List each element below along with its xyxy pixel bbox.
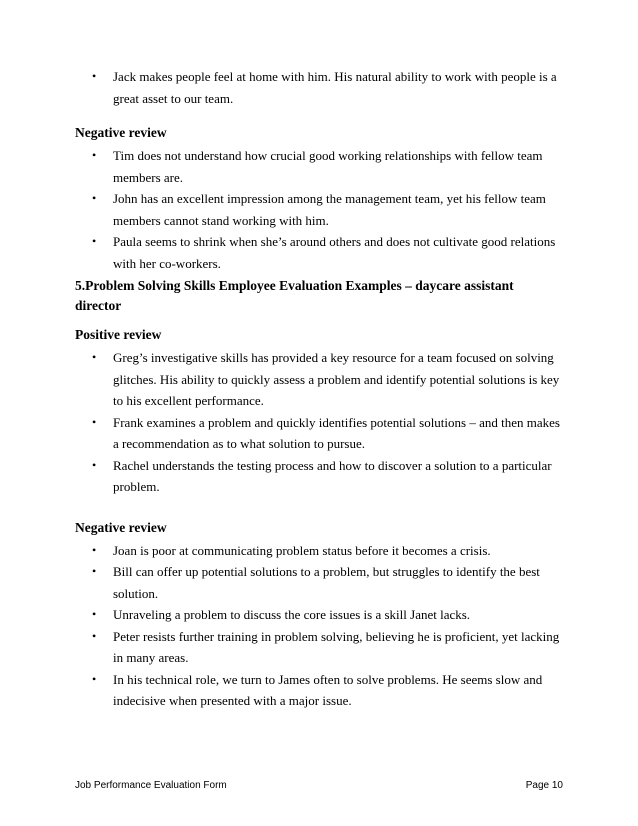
bullet-icon: • [92, 191, 97, 205]
intro-list [75, 66, 561, 109]
list-item [75, 412, 561, 455]
list-item [75, 66, 561, 109]
list-item-text: Frank examines a problem and quickly identifies potential solutions – and then makes a recommendation as to what solution to pursue. [113, 414, 560, 451]
bullet-icon: • [92, 542, 97, 557]
list-item-text: John has an excellent impression among the management team, yet his fellow team members cannot stand working with him. [113, 191, 546, 228]
list-item [75, 669, 561, 712]
footer-title: Job Performance Evaluation Form [75, 780, 227, 791]
list-item [75, 188, 561, 231]
positive-review-list [75, 347, 561, 498]
list-item [75, 231, 561, 274]
list-item-text: Rachel understands the testing process and how to discover a solution to a particular problem. [113, 457, 552, 494]
bullet-icon: • [92, 607, 97, 621]
list-item-text: Peter resists further training in problem solving, believing he is proficient, yet lacking in many areas. [113, 628, 560, 665]
list-item [75, 145, 561, 188]
list-item-text: Jack makes people feel at home with him. His natural ability to work with people is a great asset to our team. [113, 69, 557, 106]
negative-review-list [75, 540, 561, 712]
negative-review-list [75, 145, 561, 274]
positive-review-heading: Positive review [75, 327, 162, 342]
bullet-icon: • [92, 69, 97, 83]
list-item-text: Bill can offer up potential solutions to a problem, but struggles to identify the best solution. [113, 564, 540, 601]
bullet-icon: • [92, 350, 97, 364]
bullet-icon: • [92, 564, 97, 578]
list-item-text: Paula seems to shrink when she’s around others and does not cultivate good relations with her co-workers. [113, 234, 556, 271]
bullet-icon: • [92, 671, 97, 686]
list-item-text: Unraveling a problem to discuss the core issues is a skill Janet lacks. [113, 607, 471, 622]
list-item-text: Tim does not understand how crucial good working relationships with fellow team members are. [113, 148, 543, 185]
list-item [75, 604, 561, 626]
negative-review-heading: Negative review [75, 125, 167, 140]
bullet-icon: • [92, 148, 97, 162]
list-item [75, 561, 561, 604]
list-item-text: Greg’s investigative skills has provided a key resource for a team focused on solving glitches. His ability to quickly assess a problem and identify potential solutions is key to his excellent performance. [113, 350, 560, 408]
bullet-icon: • [92, 628, 97, 643]
bullet-icon: • [92, 234, 97, 248]
page-number: Page 10 [525, 780, 563, 791]
list-item-text: In his technical role, we turn to James often to solve problems. He seems slow and indecisive when presented with a major issue. [113, 671, 543, 708]
list-item [75, 347, 561, 412]
bullet-icon: • [92, 414, 97, 429]
list-item [75, 626, 561, 669]
document-body [75, 66, 561, 712]
list-item-text: Joan is poor at communicating problem status before it becomes a crisis. [113, 542, 491, 558]
bullet-icon: • [92, 457, 97, 472]
section-title: 5.Problem Solving Skills Employee Evaluation Examples – daycare assistant director [75, 278, 514, 313]
list-item [75, 455, 561, 498]
negative-review-heading: Negative review [75, 519, 167, 535]
list-item [75, 540, 561, 562]
